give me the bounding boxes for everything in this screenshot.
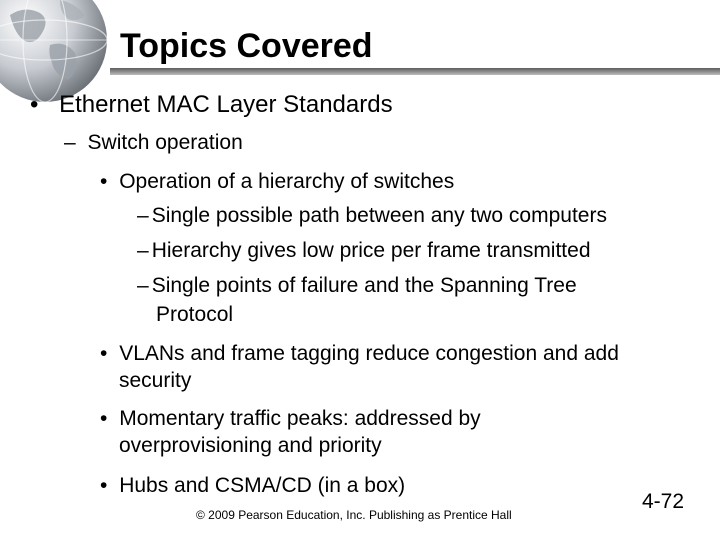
bullet-text: VLANs and frame tagging reduce congestion and add: [119, 342, 619, 365]
dash-marker: –: [137, 239, 149, 262]
bullet-text: Ethernet MAC Layer Standards: [59, 91, 393, 118]
bullet-level3: [100, 168, 454, 195]
bullet-level1: [30, 91, 393, 119]
bullet-marker: •: [100, 342, 108, 365]
dash-marker: –: [137, 204, 149, 227]
globe-logo-icon: [0, 0, 110, 105]
bullet-marker: •: [30, 91, 39, 118]
bullet-continuation: overprovisioning and priority: [119, 434, 382, 457]
bullet-level4: [137, 237, 591, 264]
dash-marker: –: [137, 274, 149, 297]
bullet-level2: [64, 131, 243, 155]
bullet-level4: [137, 202, 607, 229]
bullet-text: Hierarchy gives low price per frame transmitted: [151, 239, 591, 262]
copyright-footer: © 2009 Pearson Education, Inc. Publishing as Prentice Hall: [196, 508, 512, 522]
page-number: 4-72: [642, 490, 685, 513]
dash-marker: –: [64, 131, 76, 154]
bullet-text: Switch operation: [87, 131, 243, 154]
bullet-marker: •: [100, 474, 108, 497]
slide-title: Topics Covered: [120, 27, 373, 65]
bullet-marker: •: [100, 407, 108, 430]
bullet-text: Single possible path between any two computers: [151, 204, 607, 227]
bullet-level3: [100, 405, 481, 432]
bullet-level3: [100, 340, 619, 367]
bullet-level4: [137, 272, 577, 299]
title-underline-bar: [110, 68, 720, 75]
bullet-text: Momentary traffic peaks: addressed by: [119, 407, 481, 430]
bullet-level3: [100, 472, 405, 499]
bullet-text: Hubs and CSMA/CD (in a box): [119, 474, 406, 497]
bullet-marker: •: [100, 170, 108, 193]
bullet-continuation: Protocol: [156, 303, 234, 326]
bullet-text: Single points of failure and the Spanning Tree: [151, 274, 577, 297]
bullet-text: Operation of a hierarchy of switches: [119, 170, 455, 193]
bullet-continuation: security: [119, 369, 192, 392]
